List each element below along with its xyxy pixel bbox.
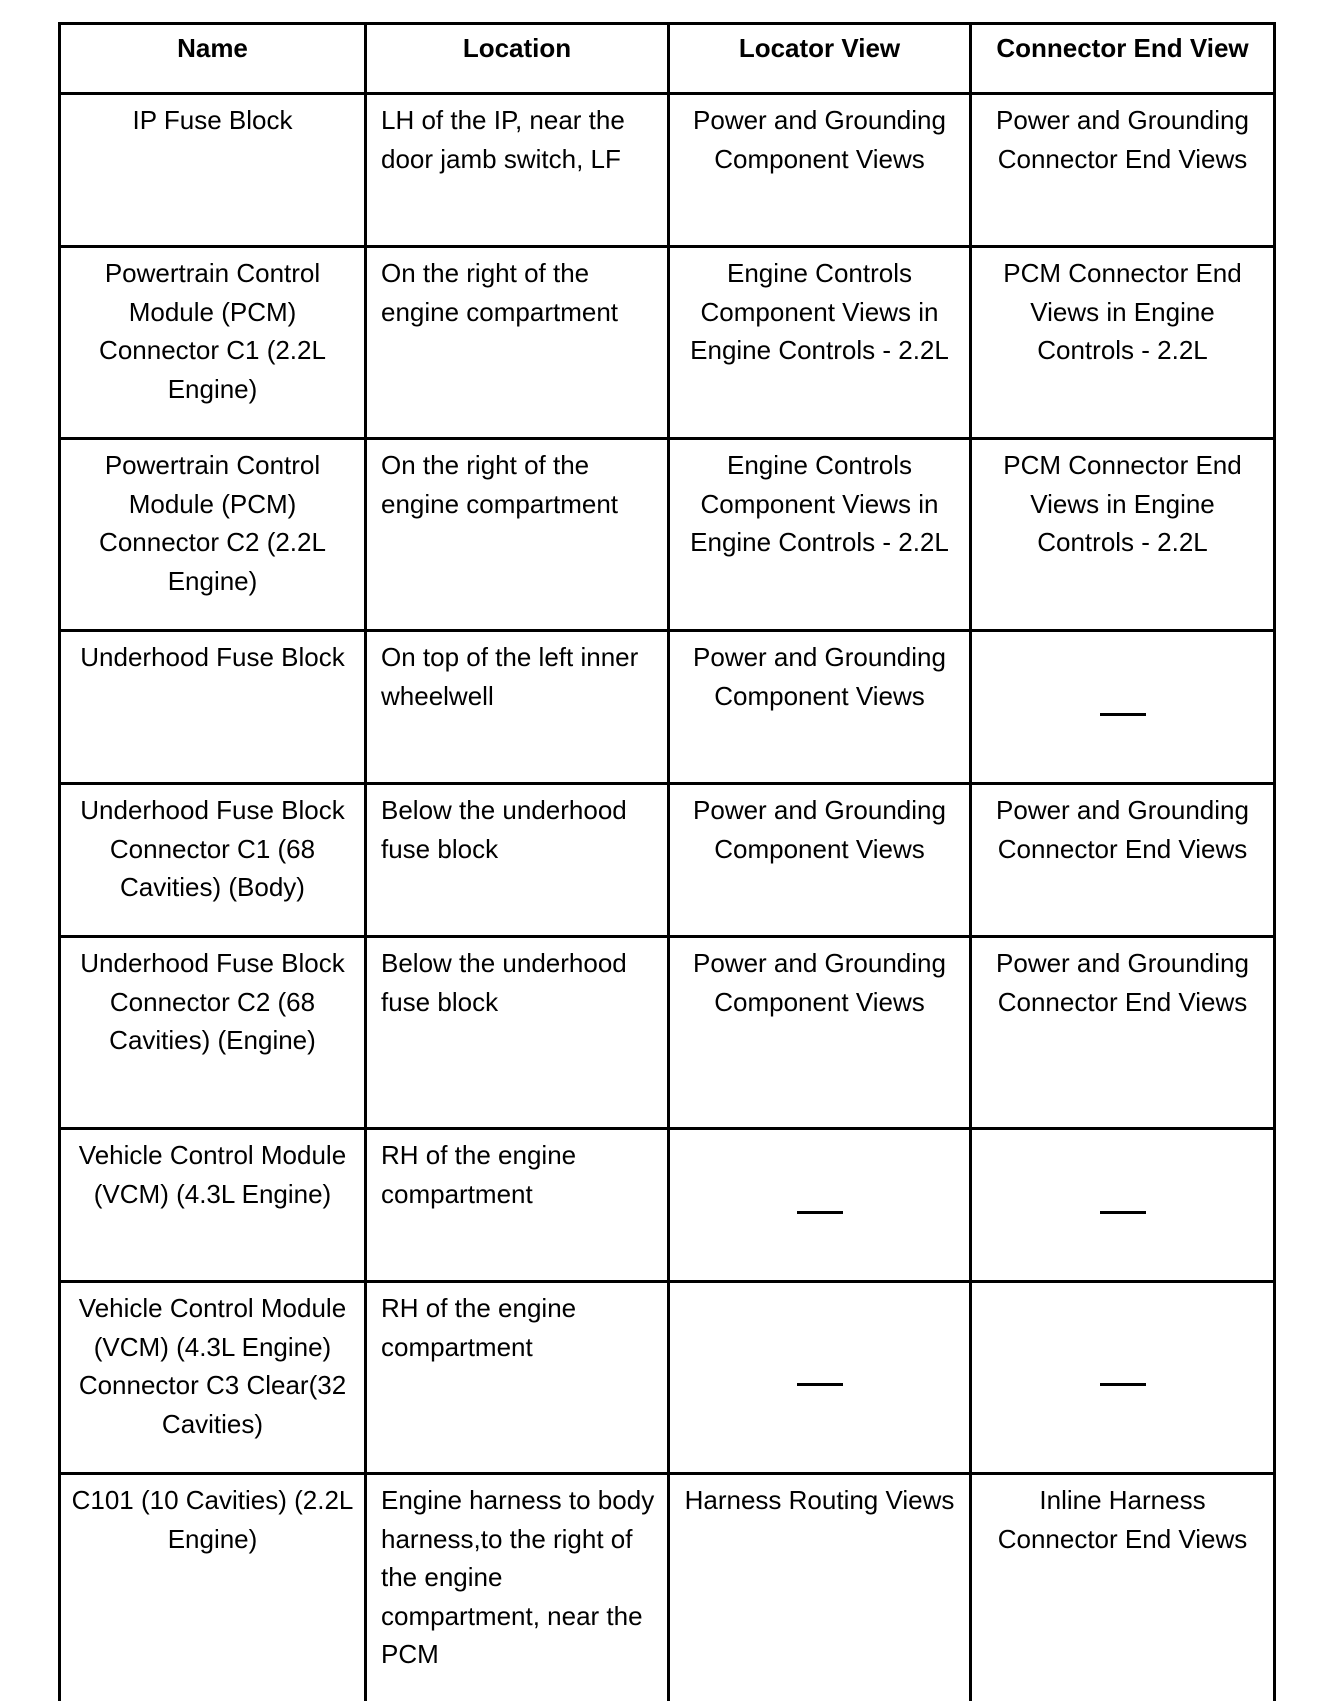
cell-connector-end-view: Inline Harness Connector End Views [971, 1474, 1275, 1702]
cell-connector-end-view: PCM Connector End Views in Engine Controls - 2.2L [971, 247, 1275, 439]
cell-location: Below the underhood fuse block [366, 937, 669, 1129]
table-row [60, 247, 1275, 439]
not-applicable-dash [1100, 1211, 1146, 1214]
cell-connector-end-view: Power and Grounding Connector End Views [971, 937, 1275, 1129]
cell-locator-view: Power and Grounding Component Views [669, 631, 971, 784]
table-row [60, 439, 1275, 631]
table-row [60, 937, 1275, 1129]
cell-locator-view [669, 1129, 971, 1282]
cell-name: Underhood Fuse Block [60, 631, 366, 784]
not-applicable-dash [1100, 1383, 1146, 1386]
table-row [60, 1129, 1275, 1282]
cell-connector-end-view [971, 631, 1275, 784]
cell-connector-end-view: PCM Connector End Views in Engine Controls - 2.2L [971, 439, 1275, 631]
table-row [60, 1282, 1275, 1474]
not-applicable-dash [797, 1383, 843, 1386]
header-locator-view: Locator View [669, 24, 971, 94]
cell-locator-view: Engine Controls Component Views in Engine Controls - 2.2L [669, 247, 971, 439]
document-page [58, 22, 1273, 1701]
cell-locator-view: Power and Grounding Component Views [669, 784, 971, 937]
cell-connector-end-view: Power and Grounding Connector End Views [971, 784, 1275, 937]
cell-name: Powertrain Control Module (PCM) Connector C2 (2.2L Engine) [60, 439, 366, 631]
cell-locator-view: Power and Grounding Component Views [669, 94, 971, 247]
cell-location: Engine harness to body harness,to the right of the engine compartment, near the PCM [366, 1474, 669, 1702]
cell-location: On the right of the engine compartment [366, 439, 669, 631]
component-locator-table [58, 22, 1276, 1701]
cell-locator-view: Engine Controls Component Views in Engine Controls - 2.2L [669, 439, 971, 631]
cell-location: On the right of the engine compartment [366, 247, 669, 439]
cell-location: Below the underhood fuse block [366, 784, 669, 937]
cell-name: Underhood Fuse Block Connector C2 (68 Cavities) (Engine) [60, 937, 366, 1129]
cell-connector-end-view [971, 1129, 1275, 1282]
table-row [60, 784, 1275, 937]
cell-name: Vehicle Control Module (VCM) (4.3L Engine) Connector C3 Clear(32 Cavities) [60, 1282, 366, 1474]
cell-name: Powertrain Control Module (PCM) Connector C1 (2.2L Engine) [60, 247, 366, 439]
cell-name: Underhood Fuse Block Connector C1 (68 Cavities) (Body) [60, 784, 366, 937]
header-connector-end-view: Connector End View [971, 24, 1275, 94]
cell-location: LH of the IP, near the door jamb switch, LF [366, 94, 669, 247]
header-row [60, 24, 1275, 94]
cell-location: RH of the engine compartment [366, 1282, 669, 1474]
header-name: Name [60, 24, 366, 94]
cell-name: C101 (10 Cavities) (2.2L Engine) [60, 1474, 366, 1702]
cell-connector-end-view: Power and Grounding Connector End Views [971, 94, 1275, 247]
cell-location: On top of the left inner wheelwell [366, 631, 669, 784]
cell-locator-view: Harness Routing Views [669, 1474, 971, 1702]
table-row [60, 631, 1275, 784]
cell-locator-view [669, 1282, 971, 1474]
cell-name: Vehicle Control Module (VCM) (4.3L Engine) [60, 1129, 366, 1282]
cell-connector-end-view [971, 1282, 1275, 1474]
cell-location: RH of the engine compartment [366, 1129, 669, 1282]
cell-locator-view: Power and Grounding Component Views [669, 937, 971, 1129]
table-row [60, 94, 1275, 247]
not-applicable-dash [1100, 713, 1146, 716]
cell-name: IP Fuse Block [60, 94, 366, 247]
not-applicable-dash [797, 1211, 843, 1214]
table-row [60, 1474, 1275, 1702]
header-location: Location [366, 24, 669, 94]
